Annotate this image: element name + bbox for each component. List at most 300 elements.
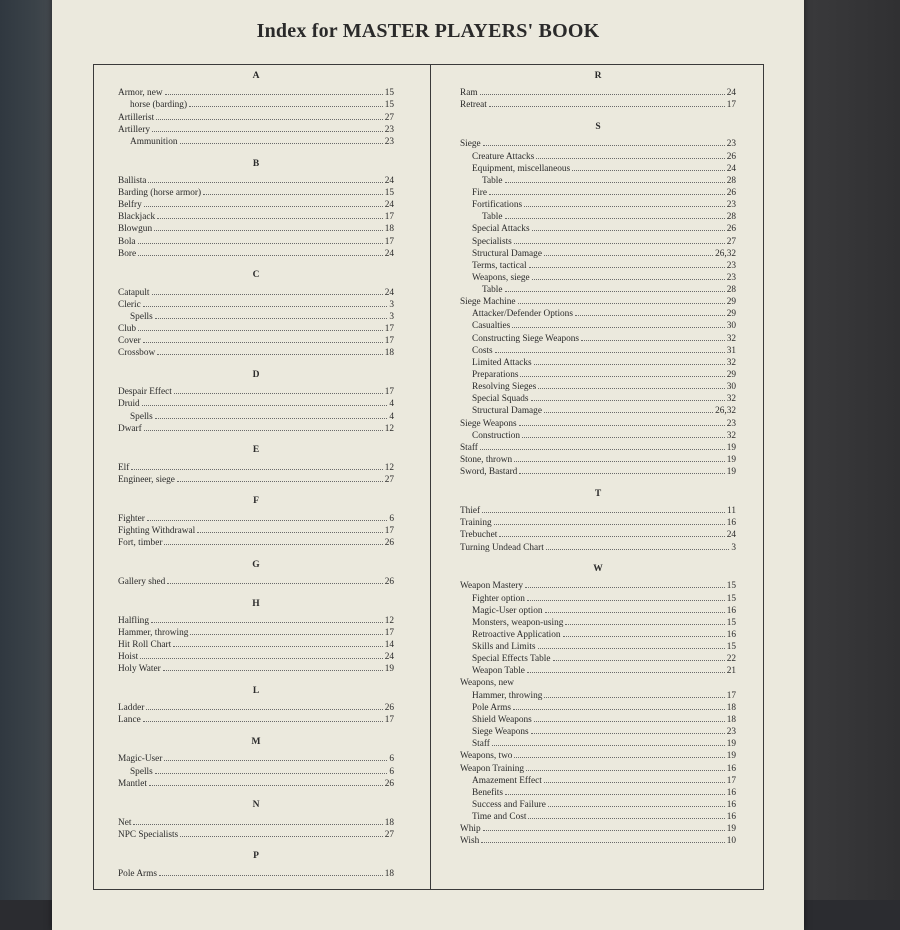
entry-page-number: 30: [726, 321, 736, 332]
section-letter: F: [253, 496, 259, 507]
entry-page-number: 26: [726, 224, 736, 235]
entry-label: Shield Weapons: [472, 715, 532, 726]
index-entry: [460, 235, 736, 247]
entry-page-number: 3: [389, 299, 394, 310]
dot-leader: [563, 628, 725, 637]
entry-label: Hammer, throwing: [472, 690, 543, 701]
entry-label: Holy Water: [118, 664, 161, 675]
entry-label: Halfling: [118, 615, 149, 626]
index-entry: [460, 368, 736, 380]
entry-page-number: 10: [726, 836, 736, 847]
index-entry: [460, 392, 736, 404]
index-section: [460, 488, 736, 553]
entry-label: Weapon Training: [460, 763, 525, 774]
entry-page-number: 3: [731, 542, 736, 553]
entry-page-number: 26: [384, 537, 394, 548]
index-entry: [118, 174, 394, 186]
entry-label: Preparations: [472, 370, 519, 381]
index-entry: [460, 441, 736, 453]
dot-leader: [148, 174, 382, 183]
entry-label: Net: [118, 817, 132, 828]
dot-leader: [499, 528, 724, 537]
index-entry: [118, 385, 394, 397]
index-entry: [118, 422, 394, 434]
entry-page-number: 14: [384, 640, 394, 651]
index-section: [118, 850, 394, 878]
dot-leader: [544, 247, 713, 256]
entry-page-number: 24: [384, 248, 394, 259]
index-entry: [118, 298, 394, 310]
index-entry: [118, 186, 394, 198]
section-letter: G: [252, 559, 260, 570]
dot-leader: [480, 441, 725, 450]
index-entry: [118, 322, 394, 334]
entry-label: Blowgun: [118, 224, 153, 235]
entry-label: Equipment, miscellaneous: [472, 163, 571, 174]
index-entry: [460, 222, 736, 234]
entry-page-number: 16: [726, 630, 736, 641]
index-entry: [460, 579, 736, 591]
dot-leader: [522, 429, 725, 438]
entry-page-number: 28: [726, 175, 736, 186]
index-entry: [460, 640, 736, 652]
index-entry: [460, 404, 736, 416]
entry-page-number: 4: [389, 399, 394, 410]
dot-leader: [536, 150, 724, 159]
entry-page-number: 24: [726, 88, 736, 99]
index-entry: [460, 725, 736, 737]
entry-page-number: 27: [726, 236, 736, 247]
dot-leader: [190, 626, 382, 635]
dot-leader: [553, 652, 725, 661]
entry-label: Gallery shed: [118, 576, 166, 587]
index-entry: [460, 713, 736, 725]
entry-label: Fighter option: [472, 593, 525, 604]
index-entry: [118, 614, 394, 626]
entry-label: Fighter: [118, 513, 145, 524]
dot-leader: [529, 259, 725, 268]
entry-label: Hoist: [118, 652, 139, 663]
entry-page-number: 12: [384, 615, 394, 626]
entry-label: Table: [482, 175, 503, 186]
index-entry: [118, 638, 394, 650]
index-entry: [118, 461, 394, 473]
dot-leader: [514, 749, 724, 758]
entry-page-number: 19: [384, 664, 394, 675]
entry-label: Staff: [472, 739, 490, 750]
entry-page-number: 26,32: [715, 406, 736, 417]
entry-label: Pole Arms: [118, 868, 157, 879]
entry-label: Engineer, siege: [118, 474, 175, 485]
entry-page-number: 24: [384, 175, 394, 186]
dot-leader: [532, 271, 725, 280]
background-left: [0, 0, 52, 900]
index-entry: [460, 98, 736, 110]
index-entry: [460, 295, 736, 307]
dot-leader: [155, 310, 388, 319]
index-entry: [460, 137, 736, 149]
entry-label: Spells: [130, 766, 153, 777]
index-entry: [460, 786, 736, 798]
dot-leader: [544, 774, 725, 783]
entry-label: Special Squads: [472, 394, 529, 405]
dot-leader: [525, 579, 725, 588]
entry-label: Weapon Table: [472, 666, 525, 677]
index-entry: [460, 762, 736, 774]
entry-label: Success and Failure: [472, 800, 546, 810]
index-entry: [118, 524, 394, 536]
entry-label: Benefits: [472, 787, 503, 798]
entry-label: Catapult: [118, 287, 150, 298]
entry-page-number: 23: [726, 200, 736, 211]
entry-label: Pole Arms: [472, 702, 511, 713]
dot-leader: [505, 283, 725, 292]
entry-page-number: 28: [726, 285, 736, 296]
index-entry: [118, 713, 394, 725]
entry-page-number: 16: [726, 787, 736, 798]
entry-label: Special Effects Table: [472, 654, 551, 665]
dot-leader: [483, 822, 725, 831]
index-section: [118, 559, 394, 587]
index-entry: [118, 701, 394, 713]
dot-leader: [157, 210, 383, 219]
entry-label: Cleric: [118, 299, 141, 310]
entry-label: Staff: [460, 442, 478, 453]
entry-label: Structural Damage: [472, 248, 542, 259]
entry-page-number: 15: [384, 100, 394, 111]
dot-leader: [492, 737, 725, 746]
index-entry: [460, 677, 736, 689]
entry-label: Siege Machine: [460, 297, 516, 308]
index-entry: [460, 307, 736, 319]
entry-label: Structural Damage: [472, 406, 542, 417]
entry-label: Casualties: [472, 321, 511, 332]
dot-leader: [143, 334, 383, 343]
index-entry: [118, 765, 394, 777]
section-letter: N: [252, 800, 260, 811]
dot-leader: [155, 410, 388, 419]
entry-label: Whip: [460, 824, 481, 835]
dot-leader: [167, 575, 382, 584]
dot-leader: [545, 604, 725, 613]
entry-page-number: 17: [384, 627, 394, 638]
index-entry: [460, 774, 736, 786]
dot-leader: [157, 346, 383, 355]
dot-leader: [174, 385, 383, 394]
section-letter: M: [251, 737, 261, 748]
index-entry: [460, 652, 736, 664]
entry-page-number: 26,32: [715, 248, 736, 259]
dot-leader: [505, 174, 725, 183]
dot-leader: [482, 504, 725, 513]
dot-leader: [495, 344, 725, 353]
entry-page-number: 16: [726, 605, 736, 616]
entry-page-number: 30: [726, 382, 736, 393]
dot-leader: [505, 786, 725, 795]
entry-label: Thief: [460, 506, 481, 517]
dot-leader: [494, 516, 725, 525]
entry-label: Ladder: [118, 703, 145, 714]
left-column: [118, 70, 394, 889]
entry-page-number: 32: [726, 357, 736, 368]
section-letter: W: [593, 564, 603, 575]
dot-leader: [163, 662, 383, 671]
entry-page-number: 27: [384, 829, 394, 840]
dot-leader: [154, 222, 383, 231]
entry-label: Attacker/Defender Options: [472, 309, 573, 320]
index-section: [460, 70, 736, 111]
entry-label: Terms, tactical: [472, 260, 527, 271]
entry-label: Lance: [118, 715, 141, 726]
section-letter: T: [594, 488, 602, 499]
entry-label: Druid: [118, 399, 140, 410]
entry-page-number: 32: [726, 394, 736, 405]
entry-label: Weapons, siege: [472, 272, 530, 283]
entry-label: Retreat: [460, 100, 487, 111]
index-entry: [118, 626, 394, 638]
dot-leader: [528, 810, 724, 819]
index-section: [118, 369, 394, 434]
entry-page-number: 15: [726, 593, 736, 604]
index-entry: [460, 664, 736, 676]
entry-page-number: 17: [726, 775, 736, 786]
dot-leader: [151, 614, 383, 623]
index-section: [118, 70, 394, 147]
index-entry: [118, 198, 394, 210]
entry-page-number: 23: [726, 418, 736, 429]
index-entry: [460, 186, 736, 198]
index-entry: [460, 528, 736, 540]
index-entry: [460, 628, 736, 640]
entry-page-number: 19: [726, 442, 736, 453]
entry-page-number: 17: [384, 236, 394, 247]
index-entry: [460, 616, 736, 628]
index-entry: [460, 332, 736, 344]
entry-label: Fortifications: [472, 200, 523, 211]
index-entry: [460, 344, 736, 356]
entry-page-number: 21: [726, 666, 736, 677]
dot-leader: [546, 541, 730, 550]
entry-label: Creature Attacks: [472, 151, 535, 162]
dot-leader: [483, 137, 725, 146]
index-entry: [460, 86, 736, 98]
dot-leader: [534, 713, 725, 722]
dot-leader: [173, 638, 383, 647]
entry-label: Specialists: [472, 236, 512, 247]
index-entry: [460, 162, 736, 174]
index-page: [52, 0, 804, 930]
index-entry: [118, 86, 394, 98]
index-section: [118, 598, 394, 675]
entry-label: Costs: [472, 345, 493, 356]
index-entry: [460, 319, 736, 331]
entry-label: Skills and Limits: [472, 642, 536, 653]
dot-leader: [177, 473, 383, 482]
index-entry: [460, 259, 736, 271]
background-right: [804, 0, 900, 900]
entry-label: Cover: [118, 336, 141, 347]
index-entry: [460, 834, 736, 846]
entry-label: Sword, Bastard: [460, 467, 518, 478]
dot-leader: [489, 186, 725, 195]
entry-page-number: 17: [726, 690, 736, 701]
dot-leader: [565, 616, 724, 625]
index-section: [118, 736, 394, 789]
entry-page-number: 6: [389, 766, 394, 777]
dot-leader: [581, 332, 725, 341]
entry-label: Armor, new: [118, 88, 163, 99]
index-entry: [118, 222, 394, 234]
entry-page-number: 18: [726, 702, 736, 713]
dot-leader: [197, 524, 383, 533]
entry-label: Ballista: [118, 175, 147, 186]
dot-leader: [143, 713, 383, 722]
entry-label: Amazement Effect: [472, 775, 542, 786]
entry-page-number: 19: [726, 824, 736, 835]
entry-label: Crossbow: [118, 348, 156, 359]
entry-label: Ram: [460, 88, 478, 99]
entry-label: Stone, thrown: [460, 455, 513, 466]
entry-label: Table: [482, 285, 503, 296]
entry-page-number: 23: [726, 139, 736, 150]
dot-leader: [514, 453, 725, 462]
entry-page-number: 23: [726, 272, 736, 283]
index-entry: [460, 822, 736, 834]
dot-leader: [548, 798, 725, 807]
entry-page-number: 16: [726, 812, 736, 823]
index-entry: [118, 123, 394, 135]
dot-leader: [203, 186, 383, 195]
entry-label: Belfry: [118, 200, 142, 211]
entry-label: NPC Specialists: [118, 829, 179, 840]
entry-page-number: 15: [726, 617, 736, 628]
entry-label: Despair Effect: [118, 387, 172, 398]
entry-page-number: 18: [726, 715, 736, 726]
index-section: [118, 495, 394, 548]
entry-page-number: 32: [726, 333, 736, 344]
index-entry: [460, 701, 736, 713]
dot-leader: [505, 210, 725, 219]
entry-page-number: 26: [384, 703, 394, 714]
index-entry: [118, 828, 394, 840]
index-entry: [460, 356, 736, 368]
dot-leader: [165, 86, 383, 95]
entry-label: Club: [118, 324, 137, 334]
index-entry: [118, 111, 394, 123]
dot-leader: [152, 286, 383, 295]
dot-leader: [152, 123, 383, 132]
index-entry: [460, 174, 736, 186]
dot-leader: [159, 867, 383, 876]
dot-leader: [131, 461, 382, 470]
entry-page-number: 24: [384, 287, 394, 298]
section-letter: S: [595, 122, 601, 133]
entry-page-number: 17: [726, 100, 736, 111]
entry-label: Dwarf: [118, 423, 142, 434]
index-entry: [460, 271, 736, 283]
index-entry: [118, 334, 394, 346]
entry-page-number: 15: [726, 642, 736, 653]
entry-page-number: 23: [726, 260, 736, 271]
index-entry: [460, 592, 736, 604]
entry-label: Siege Weapons: [460, 418, 517, 429]
entry-label: Weapons, two: [460, 751, 513, 762]
dot-leader: [138, 235, 383, 244]
entry-label: Fire: [472, 187, 487, 198]
index-entry: [118, 410, 394, 422]
dot-leader: [140, 650, 383, 659]
entry-label: Blackjack: [118, 212, 156, 223]
entry-page-number: 24: [726, 163, 736, 174]
entry-page-number: 19: [726, 739, 736, 750]
dot-leader: [480, 86, 725, 95]
index-entry: [460, 516, 736, 528]
entry-label: Wish: [460, 836, 480, 847]
dot-leader: [531, 725, 725, 734]
index-entry: [118, 473, 394, 485]
section-letter: E: [252, 445, 260, 456]
entry-label: Barding (horse armor): [118, 187, 202, 198]
dot-leader: [142, 397, 388, 406]
index-entry: [118, 536, 394, 548]
entry-page-number: 12: [384, 423, 394, 434]
index-entry: [118, 575, 394, 587]
dot-leader: [512, 319, 724, 328]
entry-label: Hit Roll Chart: [118, 640, 172, 651]
index-entry: [118, 752, 394, 764]
index-section: [460, 121, 736, 477]
dot-leader: [575, 307, 725, 316]
entry-page-number: 17: [384, 336, 394, 347]
entry-page-number: 18: [384, 348, 394, 359]
entry-page-number: 17: [384, 387, 394, 398]
index-entry: [118, 397, 394, 409]
page-title: Index for MASTER PLAYERS' BOOK: [256, 20, 600, 42]
index-entry: [460, 604, 736, 616]
index-entry: [118, 286, 394, 298]
dot-leader: [147, 512, 387, 521]
entry-label: Bore: [118, 248, 137, 259]
index-section: [118, 799, 394, 840]
entry-label: Monsters, weapon-using: [472, 617, 564, 628]
entry-page-number: 24: [726, 530, 736, 541]
index-entry: [118, 816, 394, 828]
entry-page-number: 27: [384, 474, 394, 485]
entry-label: Turning Undead Chart: [460, 542, 544, 553]
entry-page-number: 6: [389, 513, 394, 524]
dot-leader: [544, 689, 724, 698]
entry-label: Fort, timber: [118, 537, 163, 548]
dot-leader: [144, 422, 383, 431]
index-entry: [460, 810, 736, 822]
entry-label: Siege Weapons: [472, 727, 529, 738]
dot-leader: [527, 592, 725, 601]
dot-leader: [143, 298, 388, 307]
entry-page-number: 16: [726, 800, 736, 810]
index-entry: [460, 380, 736, 392]
index-entry: [118, 310, 394, 322]
index-entry: [460, 453, 736, 465]
section-letter: A: [252, 71, 260, 81]
entry-page-number: 19: [726, 467, 736, 478]
index-entry: [118, 777, 394, 789]
dot-leader: [189, 98, 383, 107]
entry-page-number: 23: [384, 136, 394, 147]
index-entry: [460, 247, 736, 259]
entry-page-number: 11: [727, 506, 736, 517]
entry-label: horse (barding): [130, 100, 188, 111]
index-section: [118, 269, 394, 358]
